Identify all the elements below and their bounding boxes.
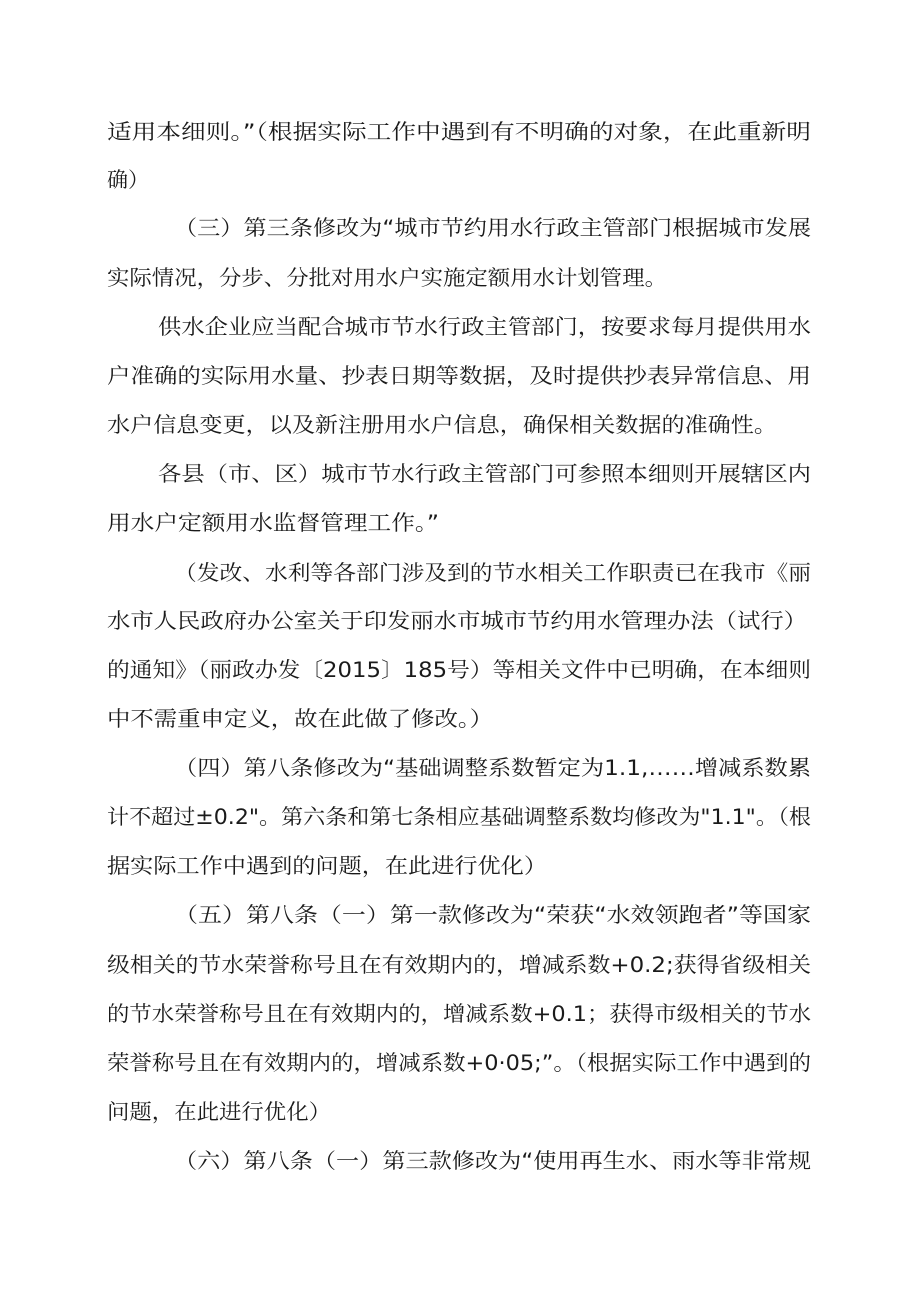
text-line: 供水企业应当配合城市节水行政主管部门，按要求每月提供用水 <box>158 315 811 339</box>
text-line: 的节水荣誉称号且在有效期内的，增减系数+0.1；获得市级相关的节水 <box>107 1002 812 1026</box>
text-line: 荣誉称号且在有效期内的，增减系数+0·05;”。（根据实际工作中遇到的 <box>107 1051 811 1075</box>
text-line: 实际情况，分步、分批对用水户实施定额用水计划管理。 <box>107 266 667 290</box>
text-line: 水市人民政府办公室关于印发丽水市城市节约用水管理办法（试行） <box>107 609 808 633</box>
text-line: 确） <box>107 168 149 192</box>
text-line: 适用本细则。”（根据实际工作中遇到有不明确的对象，在此重新明 <box>107 120 811 144</box>
text-line: 问题，在此进行优化） <box>107 1100 331 1124</box>
text-line: 水户信息变更，以及新注册用水户信息，确保相关数据的准确性。 <box>107 413 777 437</box>
text-line: （四）第八条修改为“基础调整系数暂定为1.1,……增减系数累 <box>174 756 811 780</box>
text-line: （三）第三条修改为“城市节约用水行政主管部门根据城市发展 <box>174 216 811 240</box>
text-line: 中不需重申定义，故在此做了修改。） <box>107 707 493 731</box>
text-line: 据实际工作中遇到的问题，在此进行优化） <box>107 854 547 878</box>
text-line: 级相关的节水荣誉称号且在有效期内的，增减系数+0.2;获得省级相关 <box>107 953 811 977</box>
text-line: 用水户定额用水监督管理工作。” <box>107 511 439 535</box>
text-line: （六）第八条（一）第三款修改为“使用再生水、雨水等非常规 <box>174 1149 811 1173</box>
text-line: （五）第八条（一）第一款修改为“荣获“水效领跑者”等国家 <box>174 903 811 927</box>
text-line: 计不超过±0.2"。第六条和第七条相应基础调整系数均修改为"1.1"。（根 <box>107 805 811 829</box>
text-line: 的通知》（丽政办发〔2015〕185号）等相关文件中已明确，在本细则 <box>107 658 811 682</box>
text-line: 各县（市、区）城市节水行政主管部门可参照本细则开展辖区内 <box>158 462 811 486</box>
text-line: 户准确的实际用水量、抄表日期等数据，及时提供抄表异常信息、用 <box>107 364 812 388</box>
text-line: （发改、水利等各部门涉及到的节水相关工作职责已在我市《丽 <box>174 561 811 585</box>
